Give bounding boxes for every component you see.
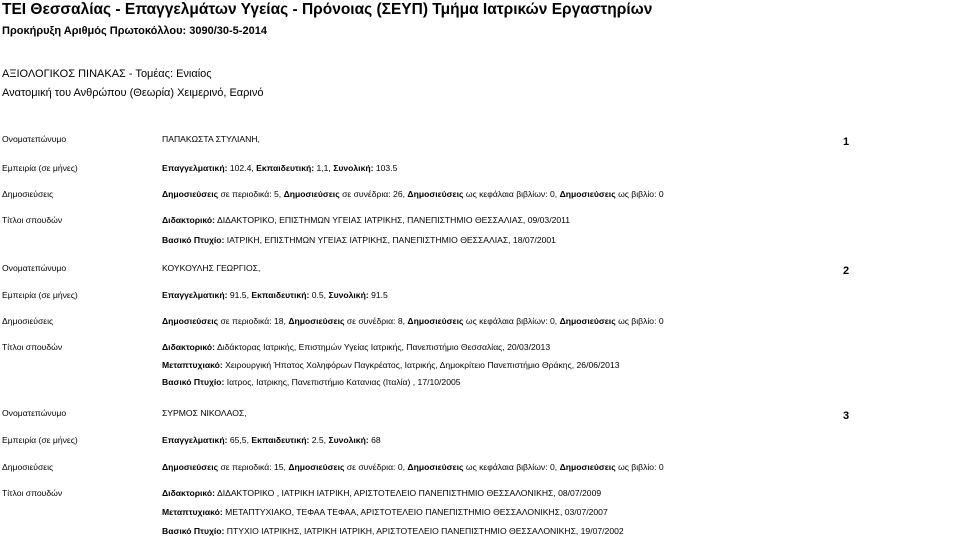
publications-value: Δημοσιεύσεις σε περιοδικά: 15, Δημοσιεύσεις σε συνέδρια: 0, Δημοσιεύσεις ως κεφάλαια βιβλίων: 0, Δημοσιεύσεις ως βιβλίο: 0 — [162, 462, 664, 472]
experience-value: Επαγγελματική: 91.5, Εκπαιδευτική: 0.5, Συνολική: 91.5 — [162, 290, 388, 300]
experience-label: Εμπειρία (σε μήνες) — [2, 290, 78, 300]
candidate-rank: 1 — [843, 136, 850, 148]
candidate-rank: 2 — [843, 265, 850, 277]
publications-label: Δημοσιεύσεις — [2, 462, 54, 472]
publications-label: Δημοσιεύσεις — [2, 189, 54, 199]
table-title: ΑΞΙΟΛΟΓΙΚΟΣ ΠΙΝΑΚΑΣ - Τομέας: Ενιαίος — [2, 68, 212, 80]
publications-label: Δημοσιεύσεις — [2, 316, 54, 326]
candidate-name: ΚΟΥΚΟΥΛΗΣ ΓΕΩΡΓΙΟΣ, — [162, 263, 261, 273]
phd-value: Διδακτορικό: Διδάκτορας Ιατρικής, Επιστημών Υγείας Ιατρικής, Πανεπιστήμιο Θεσσαλίας, 20/03/2013 — [162, 342, 551, 352]
candidate-name: ΣΥΡΜΟΣ ΝΙΚΟΛΑΟΣ, — [162, 408, 247, 418]
bsc-value: Βασικό Πτυχίο: ΠΤΥΧΙΟ ΙΑΤΡΙΚΗΣ, ΙΑΤΡΙΚΗ ΙΑΤΡΙΚΗ, ΑΡΙΣΤΟΤΕΛΕΙΟ ΠΑΝΕΠΙΣΤΗΜΙΟ ΘΕΣΣΑΛΟΝΙΚΗΣ, 19/07/2002 — [162, 526, 624, 536]
candidate-name: ΠΑΠΑΚΩΣΤΑ ΣΤΥΛΙΑΝΗ, — [162, 134, 260, 144]
phd-value: Διδακτορικό: ΔΙΔΑΚΤΟΡΙΚΟ , ΙΑΤΡΙΚΗ ΙΑΤΡΙΚΗ, ΑΡΙΣΤΟΤΕΛΕΙΟ ΠΑΝΕΠΙΣΤΗΜΙΟ ΘΕΣΣΑΛΟΝΙΚΗΣ, 08/07/2009 — [162, 488, 602, 498]
candidate-rank: 3 — [843, 410, 850, 422]
experience-value: Επαγγελματική: 102.4, Εκπαιδευτική: 1,1, Συνολική: 103.5 — [162, 163, 398, 173]
phd-value: Διδακτορικό: ΔΙΔΑΚΤΟΡΙΚΟ, ΕΠΙΣΤΗΜΩΝ ΥΓΕΙΑΣ ΙΑΤΡΙΚΗΣ, ΠΑΝΕΠΙΣΤΗΜΙΟ ΘΕΣΣΑΛΙΑΣ, 09/03/2011 — [162, 215, 571, 225]
name-label: Ονοματεπώνυμο — [2, 134, 67, 144]
degrees-label: Τίτλοι σπουδών — [2, 488, 63, 498]
announcement-number: Προκήρυξη Αριθμός Πρωτοκόλλου: 3090/30-5-2014 — [2, 25, 267, 37]
experience-label: Εμπειρία (σε μήνες) — [2, 163, 78, 173]
msc-value: Μεταπτυχιακό: ΜΕΤΑΠΤΥΧΙΑΚΟ, ΤΕΦΑΑ ΤΕΦΑΑ, ΑΡΙΣΤΟΤΕΛΕΙΟ ΠΑΝΕΠΙΣΤΗΜΙΟ ΘΕΣΣΑΛΟΝΙΚΗΣ, 03/07/2007 — [162, 507, 608, 517]
publications-value: Δημοσιεύσεις σε περιοδικά: 5, Δημοσιεύσεις σε συνέδρια: 26, Δημοσιεύσεις ως κεφάλαια βιβλίων: 0, Δημοσιεύσεις ως βιβλίο: 0 — [162, 189, 664, 199]
experience-label: Εμπειρία (σε μήνες) — [2, 435, 78, 445]
publications-value: Δημοσιεύσεις σε περιοδικά: 18, Δημοσιεύσεις σε συνέδρια: 8, Δημοσιεύσεις ως κεφάλαια βιβλίων: 0, Δημοσιεύσεις ως βιβλίο: 0 — [162, 316, 664, 326]
name-label: Ονοματεπώνυμο — [2, 408, 67, 418]
msc-value: Μεταπτυχιακό: Χειρουργική Ήπατος Χοληφόρων Παγκρέατος, Ιατρικής, Δημοκρίτειο Πανεπιστήμιο Θράκης, 26/06/2013 — [162, 360, 620, 370]
page-title: ΤΕΙ Θεσσαλίας - Επαγγελμάτων Υγείας - Πρόνοιας (ΣΕΥΠ) Τμήμα Ιατρικών Εργαστηρίων — [2, 1, 653, 18]
experience-value: Επαγγελματική: 65,5, Εκπαιδευτική: 2.5, Συνολική: 68 — [162, 435, 381, 445]
name-label: Ονοματεπώνυμο — [2, 263, 67, 273]
degrees-label: Τίτλοι σπουδών — [2, 215, 63, 225]
bsc-value: Βασικό Πτυχίο: Ιατρος, Ιατρικης, Πανεπιστήμιο Κατανιας (Ιταλία) , 17/10/2005 — [162, 377, 461, 387]
degrees-label: Τίτλοι σπουδών — [2, 342, 63, 352]
bsc-value: Βασικό Πτυχίο: ΙΑΤΡΙΚΗ, ΕΠΙΣΤΗΜΩΝ ΥΓΕΙΑΣ ΙΑΤΡΙΚΗΣ, ΠΑΝΕΠΙΣΤΗΜΙΟ ΘΕΣΣΑΛΙΑΣ, 18/07/2001 — [162, 235, 556, 245]
course-title: Ανατομική του Ανθρώπου (Θεωρία) Χειμερινό, Εαρινό — [2, 87, 264, 99]
